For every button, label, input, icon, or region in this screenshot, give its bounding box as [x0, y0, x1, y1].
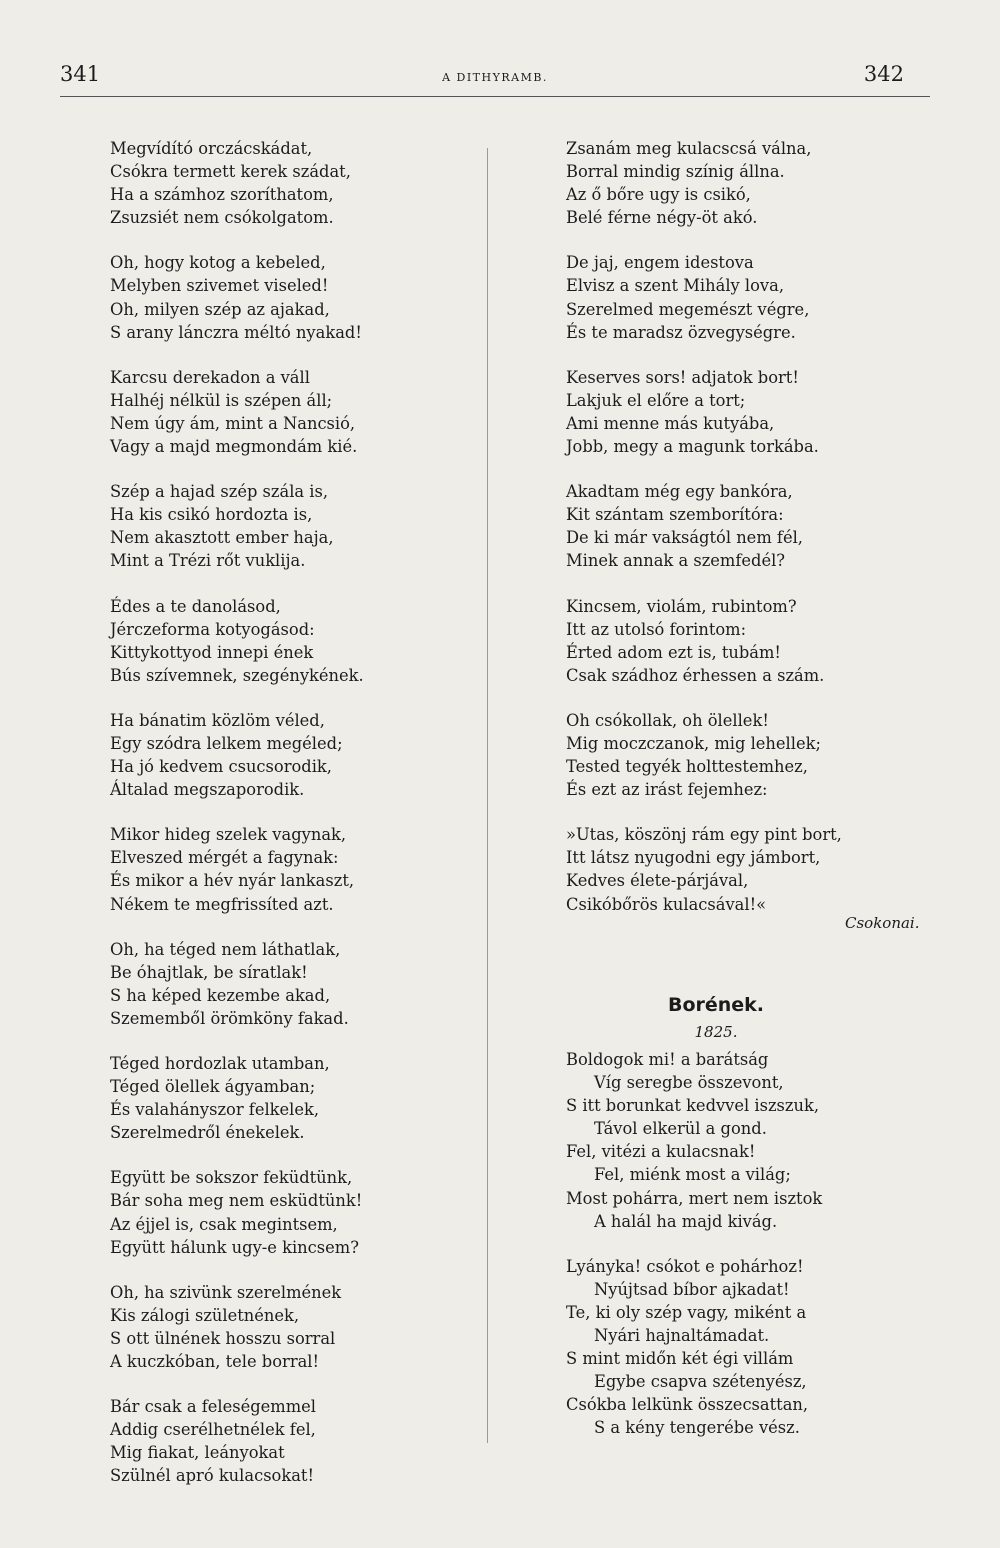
verse-line: Nékem te megfrissíted azt. [110, 894, 334, 914]
verse-line: Tested tegyék holttestemhez, [566, 757, 808, 777]
verse-line: Bús szívemnek, szegénykének. [110, 665, 364, 685]
poem-title: Borének. [667, 994, 765, 1016]
verse-line: S ha képed kezembe akad, [110, 985, 331, 1005]
verse-line: Kincsem, violám, rubintom? [566, 596, 797, 616]
column-divider [487, 148, 488, 1443]
verse-line: Melyben szivemet viseled! [110, 276, 329, 296]
verse-line: Nem akasztott ember haja, [110, 528, 334, 548]
stanza [566, 823, 956, 915]
stanza [110, 823, 480, 915]
verse-line: Jérczeforma kotyogásod: [110, 619, 315, 639]
verse-line: Zsanám meg kulacscsá válna, [566, 139, 812, 158]
stanza [110, 1281, 480, 1373]
verse-line: Oh, ha szivünk szerelmének [110, 1282, 342, 1302]
verse-line: Karcsu derekadon a váll [110, 367, 310, 387]
verse-line: S ott ülnének hosszu sorral [110, 1328, 336, 1348]
verse-line: Együtt hálunk ugy-e kincsem? [110, 1237, 359, 1257]
verse-line: Oh, hogy kotog a kebeled, [110, 253, 326, 273]
verse-line: S itt borunkat kedvvel iszszuk, [566, 1096, 820, 1116]
stanza [110, 480, 480, 572]
verse-line: Most pohárra, mert nem isztok [566, 1188, 823, 1208]
verse-line: Addig cserélhetnélek fel, [110, 1420, 316, 1440]
verse-line: Kittykottyod innepi ének [110, 642, 314, 662]
verse-line: Általad megszaporodik. [110, 780, 305, 800]
verse-line: Fel, vitézi a kulacsnak! [566, 1142, 756, 1162]
stanza [110, 1052, 480, 1144]
verse-line: Szép a hajad szép szála is, [110, 482, 329, 502]
left-column [110, 137, 480, 1488]
page-number-left: 341 [60, 62, 101, 86]
verse-line: »Utas, köszönj rám egy pint bort, [566, 825, 842, 845]
verse-line: Ami menne más kutyába, [566, 413, 775, 433]
verse-line: Szülnél apró kulacsokat! [110, 1466, 315, 1486]
verse-line: Boldogok mi! a barátság [566, 1050, 769, 1069]
verse-line: Érted adom ezt is, tubám! [566, 642, 781, 662]
stanza [566, 137, 956, 229]
verse-line: Lyányka! csókot e pohárhoz! [566, 1256, 804, 1276]
verse-line: Oh, milyen szép az ajakad, [110, 299, 330, 319]
verse-line: Nyári hajnaltámadat. [594, 1326, 770, 1346]
verse-line: Kit szántam szemborítóra: [566, 505, 784, 525]
verse-line: Távol elkerül a gond. [594, 1119, 767, 1139]
verse-line: Oh csókollak, oh ölellek! [566, 710, 769, 730]
verse-line: Mig fiakat, leányokat [110, 1443, 285, 1463]
verse-line: Csak szádhoz érhessen a szám. [566, 665, 825, 685]
stanza [110, 1395, 480, 1487]
verse-line: Elveszed mérgét a fagynak: [110, 848, 339, 868]
verse-line: Be óhajtlak, be síratlak! [110, 962, 308, 982]
verse-line: Az ő bőre ugy is csikó, [566, 185, 751, 205]
stanza [110, 137, 480, 229]
verse-line: Vagy a majd megmondám kié. [110, 437, 358, 457]
page-header [60, 62, 930, 97]
verse-line: Szerelmed megemészt végre, [566, 299, 810, 319]
verse-line: S mint midőn két égi villám [566, 1349, 794, 1369]
verse-line: És valahányszor felkelek, [110, 1100, 320, 1120]
verse-line: Mig moczczanok, mig lehellek; [566, 733, 821, 753]
verse-line: Nyújtsad bíbor ajkadat! [594, 1279, 790, 1299]
verse-line: Lakjuk el előre a tort; [566, 390, 746, 410]
stanza [110, 1166, 480, 1258]
verse-line: Édes a te danolásod, [110, 596, 281, 616]
verse-line: Zsuzsiét nem csókolgatom. [110, 208, 334, 228]
stanza [566, 251, 956, 343]
stanza [566, 709, 956, 801]
stanza [110, 709, 480, 801]
stanza [566, 1255, 956, 1440]
verse-line: És te maradsz özvegységre. [566, 322, 796, 342]
poem2-body [566, 1048, 956, 1440]
page-number-right: 342 [863, 62, 904, 86]
verse-line: Itt látsz nyugodni egy jámbort, [566, 848, 821, 868]
verse-line: Téged ölellek ágyamban; [110, 1077, 316, 1097]
verse-line: Az éjjel is, csak megintsem, [110, 1214, 338, 1234]
verse-line: Minek annak a szemfedél? [566, 551, 786, 571]
verse-line: Belé férne négy-öt akó. [566, 208, 758, 228]
verse-line: Ha kis csikó hordozta is, [110, 505, 313, 525]
author-signature: Csokonai. [845, 914, 920, 932]
verse-line: Jobb, megy a magunk torkába. [566, 437, 819, 457]
verse-line: A kuczkóban, tele borral! [110, 1352, 320, 1372]
verse-line: Nem úgy ám, mint a Nancsió, [110, 413, 356, 433]
verse-line: És mikor a hév nyár lankaszt, [110, 871, 355, 891]
verse-line: Csikóbőrös kulacsával!« [566, 894, 767, 914]
verse-line: Mint a Trézi rőt vuklija. [110, 551, 306, 571]
verse-line: Mikor hideg szelek vagynak, [110, 825, 347, 845]
verse-line: Szerelmedről énekelek. [110, 1123, 305, 1143]
verse-line: Szememből örömköny fakad. [110, 1008, 349, 1028]
verse-line: Egybe csapva szétenyész, [594, 1372, 807, 1392]
verse-line: Elvisz a szent Mihály lova, [566, 276, 785, 296]
verse-line: Fel, miénk most a világ; [594, 1165, 791, 1185]
verse-line: Akadtam még egy bankóra, [566, 482, 793, 502]
verse-line: S a kény tengerébe vész. [594, 1418, 800, 1438]
verse-line: Víg seregbe összevont, [594, 1073, 784, 1093]
verse-line: Halhéj nélkül is szépen áll; [110, 390, 333, 410]
stanza [566, 1048, 956, 1233]
verse-line: Megvídító orczácskádat, [110, 139, 313, 158]
verse-line: Egy szódra lelkem megéled; [110, 733, 343, 753]
verse-line: Bár soha meg nem esküdtünk! [110, 1191, 363, 1211]
verse-line: Ha a számhoz szoríthatom, [110, 185, 334, 205]
verse-line: De ki már vakságtól nem fél, [566, 528, 803, 548]
verse-line: Ha jó kedvem csucsorodik, [110, 757, 332, 777]
verse-line: Kis zálogi születnének, [110, 1305, 300, 1325]
verse-line: Kedves élete-párjával, [566, 871, 749, 891]
stanza [566, 595, 956, 687]
verse-line: És ezt az irást fejemhez: [566, 780, 768, 800]
verse-line: S arany lánczra méltó nyakad! [110, 322, 362, 342]
stanza [566, 480, 956, 572]
verse-line: Itt az utolsó forintom: [566, 619, 747, 639]
running-title: A DITHYRAMB. [442, 71, 548, 84]
verse-line: Te, ki oly szép vagy, miként a [566, 1302, 807, 1322]
verse-line: Csókba lelkünk összecsattan, [566, 1395, 809, 1415]
poem-year: 1825. [694, 1023, 738, 1041]
verse-line: Oh, ha téged nem láthatlak, [110, 939, 341, 959]
stanza [566, 366, 956, 458]
stanza [110, 938, 480, 1030]
stanza [110, 366, 480, 458]
stanza [110, 595, 480, 687]
verse-line: Ha bánatim közlöm véled, [110, 710, 325, 730]
verse-line: De jaj, engem idestova [566, 253, 754, 273]
verse-line: A halál ha majd kivág. [594, 1211, 778, 1231]
verse-line: Keserves sors! adjatok bort! [566, 367, 799, 387]
right-column [566, 137, 956, 916]
stanza [110, 251, 480, 343]
verse-line: Együtt be sokszor feküdtünk, [110, 1168, 353, 1188]
verse-line: Bár csak a feleségemmel [110, 1397, 317, 1417]
verse-line: Borral mindig színig állna. [566, 162, 785, 182]
verse-line: Téged hordozlak utamban, [110, 1054, 330, 1073]
verse-line: Csókra termett kerek szádat, [110, 162, 351, 182]
